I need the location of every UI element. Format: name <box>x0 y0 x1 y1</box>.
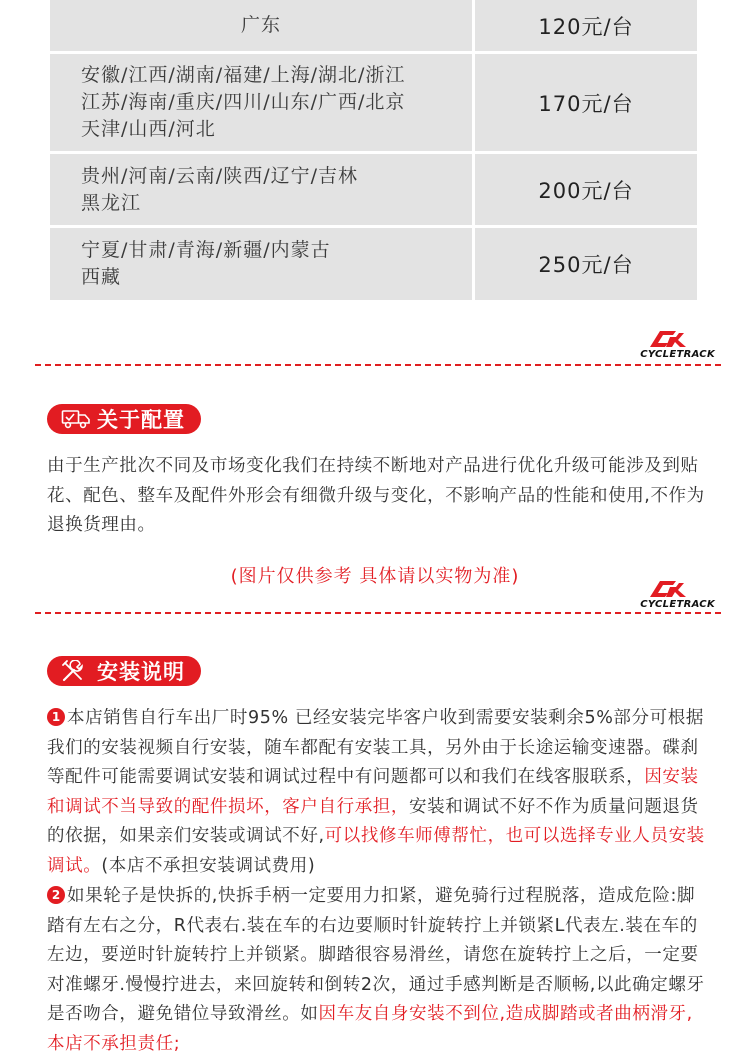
region-cell <box>50 54 472 151</box>
region-cell <box>50 0 472 51</box>
install-warning-text: 因安装和调试不当导致的配件损坏，客户自行承担， <box>47 767 699 817</box>
install-warning-text: 因车友自身安装不到位,造成脚踏或者曲柄滑牙,本店不承担责任; <box>47 1004 693 1053</box>
brand-logo <box>609 330 715 360</box>
brand-wordmark: CYCLETRACK <box>640 349 715 360</box>
section-divider <box>35 364 721 366</box>
region-cell <box>50 228 472 300</box>
region-line: 贵州/河南/云南/陕西/辽宁/吉林 <box>81 164 359 187</box>
section-title: 关于配置 <box>97 408 185 432</box>
region-line: 天津/山西/河北 <box>81 118 216 140</box>
section-divider <box>35 612 721 614</box>
price-cell: 120元/台 <box>475 0 697 51</box>
region-line: 宁夏/甘肃/青海/新疆/内蒙古 <box>81 239 331 261</box>
brand-mark-icon <box>646 580 690 598</box>
install-item-2 <box>47 882 707 1053</box>
item-number-badge: 2 <box>47 886 65 904</box>
install-text: 安装和调试不好不作为质量问题退货的依据，如果亲们安装或调试不好, <box>47 796 699 846</box>
region-line: 西藏 <box>81 266 122 288</box>
shipping-price-table <box>50 0 697 300</box>
section-header-config <box>47 404 201 434</box>
region-line: 广东 <box>240 14 281 36</box>
install-text: (本店不承担安装调试费用) <box>101 855 316 876</box>
region-line: 江苏/海南/重庆/四川/山东/广西/北京 <box>81 91 406 113</box>
config-body: 由于生产批次不同及市场变化我们在持续不断地对产品进行优化升级可能涉及到贴花、配色、整车及配件外形会有细微升级与变化，不影响产品的性能和使用,不作为退换货理由。 <box>47 456 705 535</box>
disclaimer-note: (图片仅供参考 具体请以实物为准) <box>230 566 520 587</box>
install-item-1 <box>47 704 707 881</box>
brand-logo <box>609 580 715 610</box>
table-row <box>50 54 697 151</box>
region-line: 安徽/江西/湖南/福建/上海/湖北/浙江 <box>81 64 406 86</box>
table-row <box>50 228 697 300</box>
item-number-badge: 1 <box>47 708 65 726</box>
region-line: 黑龙江 <box>81 191 142 214</box>
install-text: 如果轮子是快拆的,快拆手柄一定要用力扣紧，避免骑行过程脱落，造成危险:脚踏有左右之分，R代表右.装在车的右边要顺时针旋转拧上并锁紧L代表左.装在车的左边，要逆时针旋转拧上并锁紧。脚踏很容易滑丝，请您在旋转拧上之后，一定要对准螺牙.慢慢拧进去，来回旋转和倒转2次，通过手感判断是否顺畅,以此确定螺牙是否吻合，避免错位导致滑丝。如 <box>47 886 705 1024</box>
price-cell: 200元/台 <box>475 154 697 225</box>
install-help-text: 可以找修车师傅帮忙，也可以选择专业人员安装调试。 <box>47 826 705 876</box>
table-row <box>50 0 697 51</box>
truck-icon <box>61 408 91 430</box>
price-cell: 170元/台 <box>475 54 697 151</box>
table-row <box>50 154 697 225</box>
install-text: 本店销售自行车出厂时95% 已经安装完毕客户收到需要安装剩余5%部分可根据我们的安装视频自行安装，随车都配有安装工具，另外由于长途运输变速器。碟刹等配件可能需要调试安装和调试过程中有问题都可以和我们在线客服联系， <box>47 708 704 787</box>
section-header-install <box>47 656 201 686</box>
tools-icon <box>61 660 91 682</box>
region-cell <box>50 154 472 225</box>
price-cell: 250元/台 <box>475 228 697 300</box>
section-title: 安装说明 <box>97 660 185 684</box>
brand-wordmark: CYCLETRACK <box>640 599 715 610</box>
brand-mark-icon <box>646 330 690 348</box>
